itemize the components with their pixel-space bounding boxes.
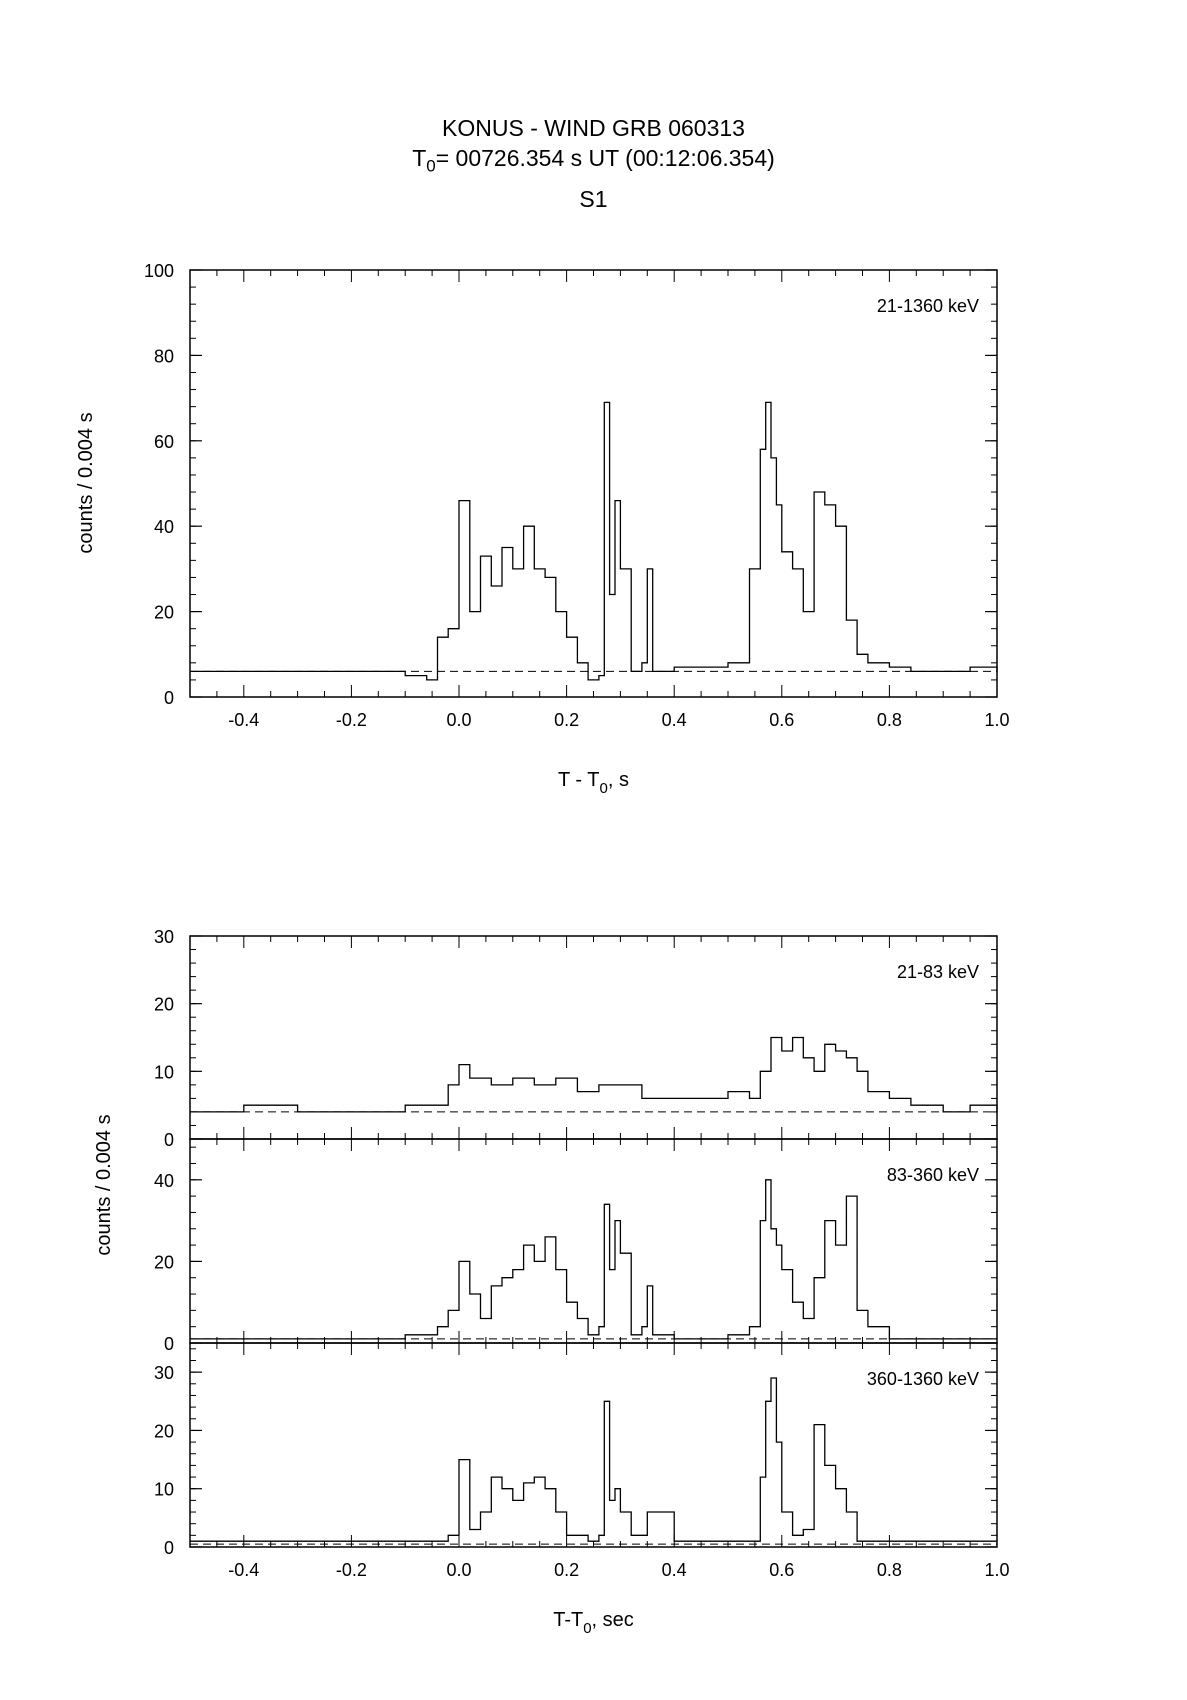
y-tick-label: 0 — [163, 688, 174, 708]
series-histogram — [190, 1378, 997, 1541]
x-tick-label: -0.2 — [335, 710, 367, 730]
x-axis-label: $T-T_0$, sec — [553, 1609, 634, 1637]
x-tick-label: 0.2 — [554, 1560, 580, 1580]
panel-frame — [190, 1139, 997, 1343]
x-tick-label: 0.4 — [661, 710, 687, 730]
t0-rest: = 00726.354 s UT (00:12:06.354) — [435, 145, 775, 171]
x-tick-label: 1.0 — [984, 1560, 1010, 1580]
x-tick-label: -0.2 — [335, 1560, 367, 1580]
band-label: 21-1360 keV — [876, 296, 979, 316]
panel-2 — [93, 1114, 997, 1354]
y-tick-label: 10 — [153, 1062, 174, 1083]
panel-3 — [154, 1343, 1010, 1637]
x-tick-label: 0.8 — [876, 710, 902, 730]
y-tick-label: 60 — [153, 431, 174, 452]
y-tick-label: 40 — [153, 1170, 174, 1191]
band-label: 83-360 keV — [886, 1165, 979, 1185]
x-tick-label: 0.4 — [661, 1560, 687, 1580]
y-tick-label: 10 — [153, 1479, 174, 1500]
panel-0 — [75, 261, 1010, 797]
y-tick-label: 100 — [143, 261, 174, 281]
x-axis-label: T - $T_0$, s — [558, 769, 629, 797]
y-axis-label: counts / 0.004 s — [75, 412, 97, 554]
y-tick-label: 80 — [153, 346, 174, 367]
band-label: 360-1360 keV — [866, 1369, 979, 1389]
x-tick-label: 0.6 — [769, 1560, 795, 1580]
panel-1 — [154, 927, 997, 1150]
t0-sub: 0 — [426, 156, 436, 176]
x-tick-label: 0.0 — [446, 1560, 472, 1580]
y-tick-label: 30 — [153, 927, 174, 947]
y-tick-label: 30 — [153, 1363, 174, 1384]
x-tick-label: -0.4 — [228, 710, 260, 730]
y-tick-label: 20 — [153, 1421, 174, 1442]
series-histogram — [190, 402, 997, 680]
y-tick-label: 20 — [153, 994, 174, 1015]
y-tick-label: 40 — [153, 517, 174, 538]
y-tick-label: 0 — [163, 1538, 174, 1558]
y-tick-label: 20 — [153, 1252, 174, 1273]
panel-frame — [190, 936, 997, 1139]
x-tick-label: 0.0 — [446, 710, 472, 730]
y-axis-label: counts / 0.004 s — [93, 1114, 115, 1256]
y-tick-label: 20 — [153, 602, 174, 623]
x-tick-label: 0.2 — [554, 710, 580, 730]
band-label: 21-83 keV — [896, 962, 979, 982]
y-tick-label: 0 — [163, 1334, 174, 1354]
x-tick-label: 0.6 — [769, 710, 795, 730]
series-histogram — [190, 1038, 997, 1112]
t0-prefix: T — [412, 145, 427, 171]
x-tick-label: -0.4 — [228, 1560, 260, 1580]
panel-frame — [190, 270, 997, 697]
x-tick-label: 0.8 — [876, 1560, 902, 1580]
series-histogram — [190, 1180, 997, 1339]
y-tick-label: 0 — [163, 1130, 174, 1150]
detector-label: S1 — [579, 186, 608, 212]
x-tick-label: 1.0 — [984, 710, 1010, 730]
chart-title: KONUS - WIND GRB 060313 — [442, 115, 745, 141]
